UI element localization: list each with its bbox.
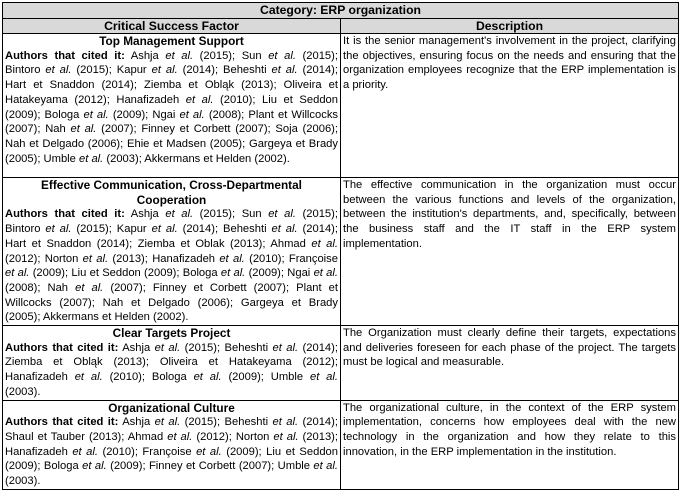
factor-cell [3,326,341,401]
table-row [3,178,679,326]
authors-text [5,49,338,167]
table-row [3,34,679,178]
description-cell [341,400,679,489]
authors-label: Authors that cited it: [5,49,125,62]
category-row [3,3,679,19]
table-row [3,326,679,401]
authors-text [5,207,338,325]
description-cell [341,326,679,401]
description-text: The organizational culture, in the context of the ERP system implementation, concerns how employees deal with the new technology in the organization and how they relate to this innovation, in the ERP implementation in the institution. [343,401,676,458]
factor-title: Clear Targets Project [112,326,231,341]
authors-list: Ashja et al. (2015); Sun et al. (2015); Bintoro et al. (2015); Kapur et al. (2014); Beheshti et al. (2014); Hart et Snaddon (2014); Ziemba et Obląk (2013); Oliveira et Hatakeyama (2012); Hanafizadeh et al. (2010); Liu et Seddon (2009); Bologa et al. (2009); Ngai et al. (2008); Plant et Willcocks (2007); Nah et al. (2007); Finney et Corbett (2007); Soja (2006); Nah et Delgado (2006); Ehie et Madsen (2005); Gargeya et Brady (2005); Umble et al. (2003); Akkermans et Helden (2002). [5,49,339,165]
description-text: It is the senior management's involvement in the project, clarifying the objectives, ensuring focus on the needs and ensuring that the organization employees recognize that the ERP implementation is a priority. [343,35,676,92]
factor-title: Effective Communication, Cross-Departmental Cooperation [41,178,302,207]
factor-cell [3,34,341,178]
authors-label: Authors that cited it: [5,341,119,354]
table-row [3,400,679,489]
description-text: The Organization must clearly define their targets, expectations and deliveries foreseen for each phase of the project. The targets must be logical and measurable. [343,327,676,369]
csf-table-document [2,2,679,488]
description-cell [341,34,679,178]
authors-list: Ashja et al. (2015); Beheshti et al. (2014); Ziemba et Obląk (2013); Oliveira et Hatakeyama (2012); Hanafizadeh et al. (2010); Bologa et al. (2009); Umble et al. (2003). [5,341,338,398]
factor-title: Top Management Support [99,34,244,48]
authors-list: Ashja et al. (2015); Beheshti et al. (2014); Shaul et Tauber (2013); Ahmad et al. (2012); Norton et al. (2013); Hanafizadeh et al. (2010); Françoise et al. (2009); Liu et Seddon (2009); Bologa et al. (2009); Finney et Corbett (2007); Umble et al. (2003). [5,416,339,488]
csf-table [2,2,679,490]
factor-title: Organizational Culture [108,400,235,415]
authors-text [5,341,338,400]
authors-list: Ashja et al. (2015); Sun et al. (2015); Bintoro et al. (2015); Kapur et al. (2014); Beheshti et al. (2014); Hart et Snaddon (2014); Ziemba et Oblak (2013); Ahmad et al. (2012); Norton et al. (2013); Hanafizadeh et al. (2010); Françoise et al. (2009); Liu et Seddon (2009); Bologa et al. (2009); Ngai et al. (2008); Nah et al. (2007); Finney et Corbett (2007); Plant et Willcocks (2007); Nah et Delgado (2006); Gargeya et Brady (2005); Akkermans et Helden (2002). [5,208,339,324]
authors-text [5,415,338,489]
description-text: The effective communication in the organization must occur between the various functions and levels of the organization, between the institution's departments, and, specifically, between the business staff and the IT staff in the ERP system implementation. [343,179,676,250]
factor-cell [3,178,341,326]
header-description: Description [341,18,679,34]
description-cell [341,178,679,326]
header-factor: Critical Success Factor [3,18,341,34]
authors-label: Authors that cited it: [5,208,125,221]
authors-label: Authors that cited it: [5,416,119,429]
category-title: Category: ERP organization [3,3,679,19]
header-row [3,18,679,34]
factor-cell [3,400,341,489]
